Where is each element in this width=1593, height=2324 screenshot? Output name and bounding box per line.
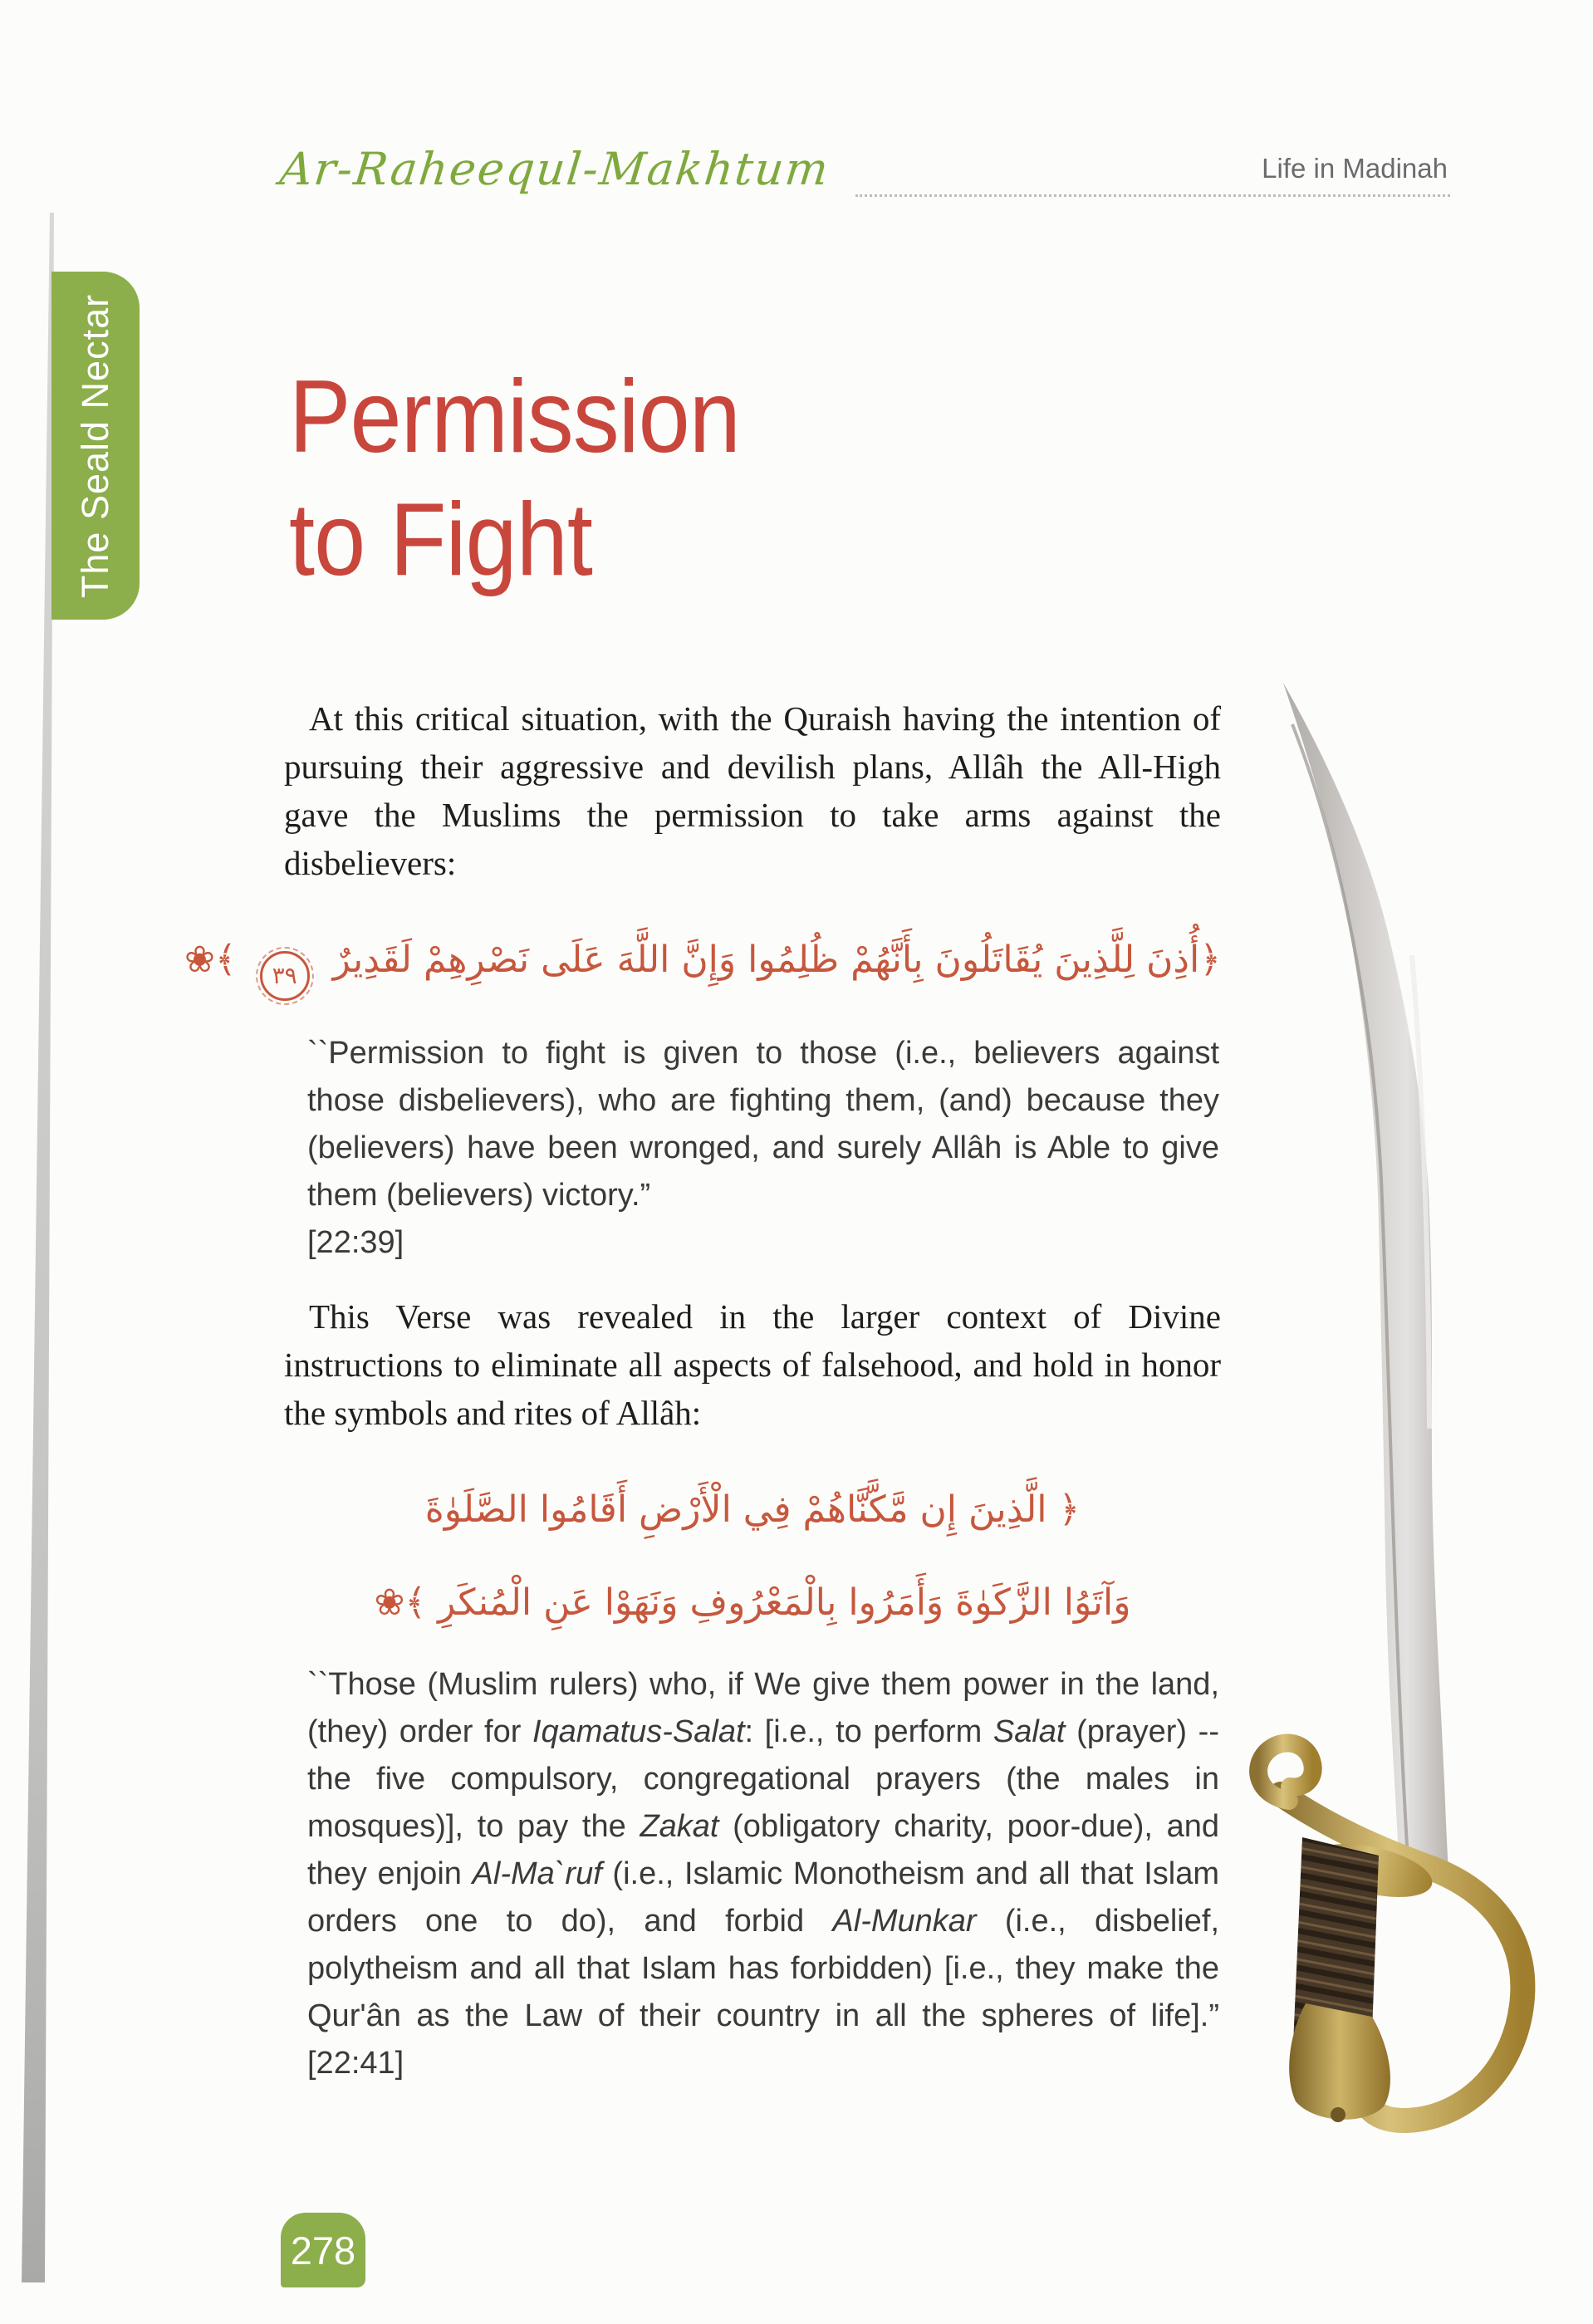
verse-arabic-text: ﴿أُذِنَ لِلَّذِينَ يُقَاتَلُونَ بِأَنَّهُمْ ظُلِمُوا وَإِنَّ اللَّهَ عَلَى نَصْرِهِمْ لَقَدِيرٌ [332, 939, 1221, 981]
section-label: Life in Madinah [1262, 153, 1448, 184]
italic-term-al-munkar: Al-Munkar [832, 1904, 977, 1939]
side-tab-label: The Seald Nectar [74, 293, 116, 598]
chapter-side-tab [51, 272, 140, 620]
chapter-title-line2: to Fight [289, 483, 592, 597]
quran-verse-arabic-22-41 [284, 1464, 1221, 1650]
sword-knuckle-guard [1281, 1794, 1522, 2121]
sword-blade [1283, 683, 1448, 1882]
translation-segment: (i.e., Islamic Monotheism and all that Islam orders one to do), and forbid [307, 1856, 1219, 1939]
chapter-title-line1: Permission [289, 360, 740, 474]
verse-number-badge: ٣٩ [260, 951, 310, 1001]
quran-verse-arabic-22-39 [184, 912, 1221, 1008]
header-dotted-rule [855, 194, 1450, 197]
verse-arabic-line1: ﴿ الَّذِينَ إِن مَّكَّنَّاهُمْ فِي الْأَرْضِ أَقَامُوا الصَّلَوٰةَ [424, 1488, 1081, 1531]
page-number: 278 [290, 2228, 356, 2273]
translation-segment: (prayer) -- the five compulsory, congregational prayers (the males in mosques)], to pay the [307, 1714, 1219, 1844]
italic-term-salat: Salat [993, 1714, 1066, 1749]
sword-pommel [1289, 2003, 1390, 2120]
sword-grip [1292, 1837, 1379, 2076]
page-number-badge [281, 2213, 365, 2287]
translation-segment: : [i.e., to perform [744, 1714, 993, 1749]
verse-translation-22-39 [307, 1030, 1219, 1267]
translation-segment: (i.e., disbelief, polytheism and all that Islam has forbidden) [i.e., they make the Qur'ân as the Law of their country in all the spheres of life].” [22:41] [307, 1904, 1219, 2081]
sword-quillon-curl [1258, 1743, 1313, 1801]
italic-term-al-maruf: Al-Ma`ruf [472, 1856, 602, 1891]
verse-arabic-line2: وَآتَوُا الزَّكَوٰةَ وَأَمَرُوا بِالْمَعْرُوفِ وَنَهَوْا عَنِ الْمُنكَرِ ﴾❀ [374, 1581, 1131, 1624]
book-title-script: Ar-Raheequl-Makhtum [277, 143, 832, 195]
paragraph-intro: At this critical situation, with the Quraish having the intention of pursuing their aggressive and devilish plans, Allâh the All-High gave the Muslims the permission to take arms against the disbelievers: [284, 699, 1221, 882]
verse-reference: [22:39] [307, 1225, 404, 1260]
sword-crossguard [1307, 1834, 1438, 1907]
translation-text: ``Permission to fight is given to those (i.e., believers against those disbelievers), who are fighting them, (and) because they (believers) have been wronged, and surely Allâh is Able to give them (believers) victory.” [307, 1036, 1219, 1213]
paragraph-context: This Verse was revealed in the larger context of Divine instructions to eliminate all aspects of falsehood, and hold in honor the symbols and rites of Allâh: [284, 1297, 1221, 1432]
translation-segment: ``Those (Muslim rulers) who, if We give them power in the land, (they) order for [307, 1667, 1219, 1749]
italic-term-zakat: Zakat [640, 1809, 719, 1844]
italic-term-iqamatus-salat: Iqamatus-Salat [532, 1714, 745, 1749]
verse-translation-22-41 [307, 1661, 1219, 2087]
chapter-title [289, 355, 740, 601]
translation-segment: (obligatory charity, poor-due), and they enjoin [307, 1809, 1219, 1891]
verse-closing-ornament: ﴾❀ [184, 939, 237, 981]
